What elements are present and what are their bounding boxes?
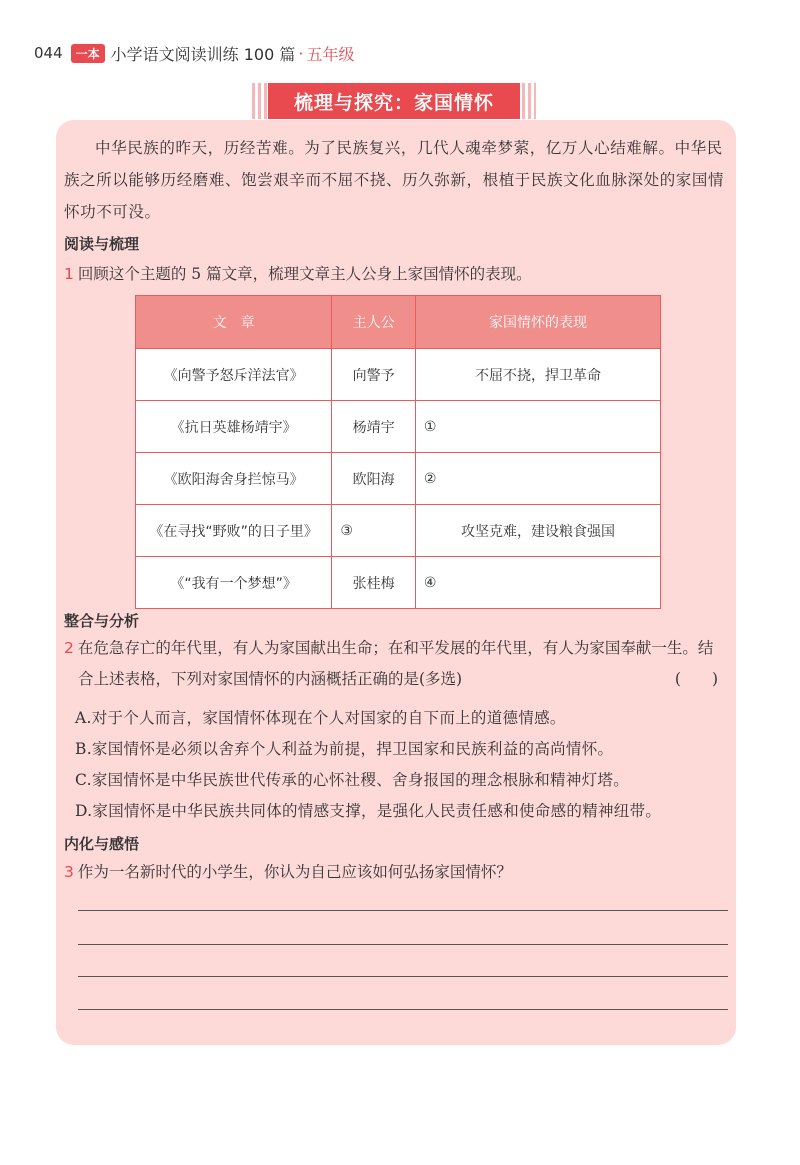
answer-line[interactable] (78, 976, 728, 977)
publisher-logo: 一本 (71, 44, 105, 63)
cell-expression: 不屈不挠，捍卫革命 (415, 349, 660, 401)
question-number: 2 (64, 639, 74, 657)
option-c[interactable]: C.家国情怀是中华民族世代传承的心怀社稷、舍身报国的理念根脉和精神灯塔。 (75, 771, 630, 789)
question-1 (64, 259, 732, 290)
question-text-line-1: 在危急存亡的年代里，有人为家国献出生命；在和平发展的年代里，有人为家国奉献一生。结 (77, 639, 714, 657)
cell-expression: 攻坚克难，建设粮食强国 (415, 505, 660, 557)
answer-blank-3[interactable]: ③ (332, 505, 416, 557)
intro-paragraph: 中华民族的昨天，历经苦难。为了民族复兴，几代人魂牵梦萦，亿万人心结难解。中华民族之所以能够历经磨难、饱尝艰辛而不屈不挠、历久弥新，根植于民族文化血脉深处的家国情怀功不可没。 (64, 139, 725, 221)
option-a[interactable]: A.对于个人而言，家国情怀体现在个人对国家的自下而上的道德情感。 (75, 709, 566, 727)
cell-article: 《向警予怒斥洋法官》 (136, 349, 332, 401)
page-number: 044 (34, 44, 63, 62)
table-row (136, 349, 661, 401)
question-number: 3 (64, 863, 74, 881)
option-b[interactable]: B.家国情怀是必须以舍弃个人利益为前提，捍卫国家和民族利益的高尚情怀。 (75, 740, 614, 758)
answer-blank-1[interactable]: ① (415, 401, 660, 453)
table-row (136, 505, 661, 557)
theme-title: 梳理与探究：家国情怀 (268, 83, 520, 119)
answer-line[interactable] (78, 910, 728, 911)
cell-hero: 张桂梅 (332, 557, 416, 609)
section-heading-analysis: 整合与分析 (64, 612, 140, 630)
column-header-article: 文 章 (136, 296, 332, 349)
section-heading-reflection: 内化与感悟 (64, 835, 140, 853)
section-heading-reading: 阅读与梳理 (64, 235, 140, 253)
question-text: 合上述表格，下列对家国情怀的内涵概括正确的是(多选) (78, 670, 463, 688)
question-text: 回顾这个主题的 5 篇文章，梳理文章主人公身上家国情怀的表现。 (77, 265, 532, 283)
page-header (34, 40, 354, 66)
question-2 (64, 633, 732, 695)
cell-hero: 杨靖宇 (332, 401, 416, 453)
book-title: 小学语文阅读训练 100 篇 (110, 44, 296, 64)
question-3 (64, 857, 732, 888)
cell-article: 《在寻找“野败”的日子里》 (136, 505, 332, 557)
cell-article: 《抗日英雄杨靖宇》 (136, 401, 332, 453)
answer-blank-2[interactable]: ② (415, 453, 660, 505)
answer-line[interactable] (78, 1009, 728, 1010)
table-row (136, 401, 661, 453)
table-header-row (136, 296, 661, 349)
answer-line[interactable] (78, 944, 728, 945)
option-d[interactable]: D.家国情怀是中华民族共同体的情感支撑，是强化人民责任感和使命感的精神纽带。 (75, 802, 662, 820)
title-separator: · (298, 43, 304, 63)
summary-table (135, 295, 661, 609)
question-text-line-2 (64, 664, 732, 695)
answer-blank-4[interactable]: ④ (415, 557, 660, 609)
cell-article: 《“我有一个梦想”》 (136, 557, 332, 609)
theme-banner (252, 83, 536, 119)
column-header-hero: 主人公 (332, 296, 416, 349)
question-number: 1 (64, 265, 74, 283)
grade-label: 五年级 (306, 44, 355, 64)
table-row (136, 557, 661, 609)
column-header-expression: 家国情怀的表现 (415, 296, 660, 349)
cell-hero: 欧阳海 (332, 453, 416, 505)
table-row (136, 453, 661, 505)
cell-hero: 向警予 (332, 349, 416, 401)
question-text: 作为一名新时代的小学生，你认为自己应该如何弘扬家国情怀？ (77, 863, 512, 881)
cell-article: 《欧阳海舍身拦惊马》 (136, 453, 332, 505)
answer-parentheses[interactable]: ( ) (674, 670, 718, 688)
